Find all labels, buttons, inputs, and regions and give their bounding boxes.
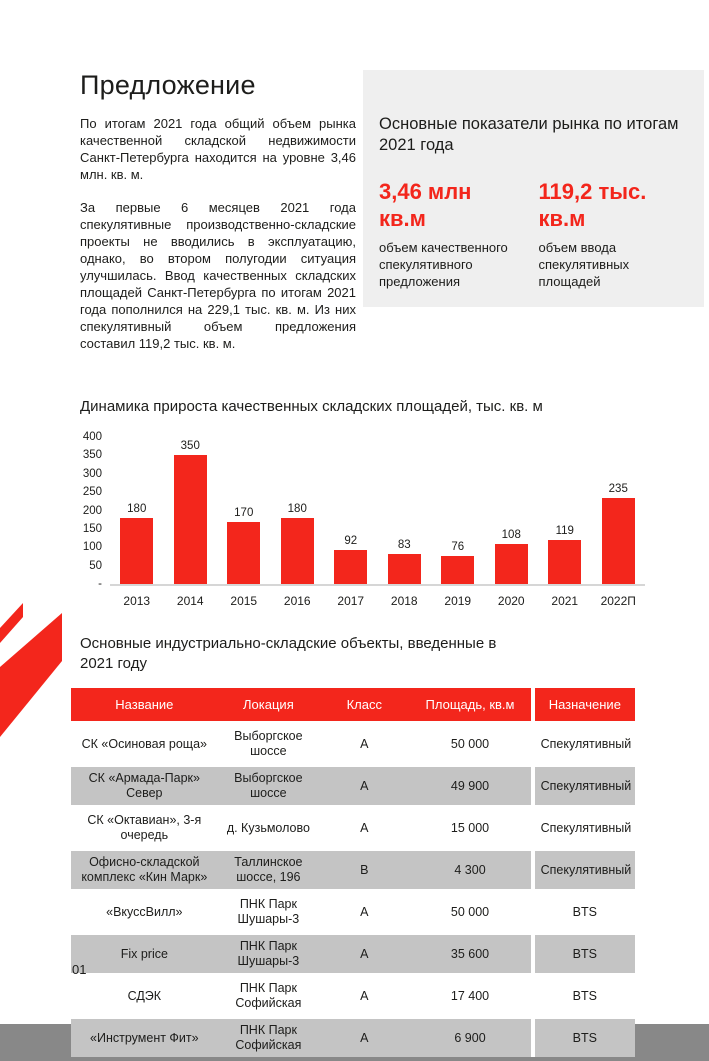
table-cell: 35 600 [409,935,530,973]
table-cell: А [360,988,369,1003]
chart-y-axis [80,431,110,590]
table-cell: BTS [531,935,635,973]
stat-value-number: 119,2 тыс. [538,179,647,204]
column-header: Назначение [531,688,635,721]
x-axis-label: 2021 [551,594,579,608]
table-cell: «Инструмент Фит» [71,1019,218,1057]
bar-chart [80,431,645,590]
table-cell: 4 300 [409,851,530,889]
y-axis-tick: 400 [82,431,102,443]
y-axis-tick: 100 [82,541,102,554]
table-cell: СДЭК [127,988,162,1003]
column-header: Класс [319,688,409,721]
x-axis-label: 2018 [390,594,418,608]
bar-slot [324,535,378,584]
x-axis-label: 2014 [176,594,204,608]
table-row [71,893,635,931]
table-cell: Таллинское шоссе, 196 [218,851,320,889]
objects-table [71,684,635,1061]
column-header: Локация [218,688,320,721]
bar-value-label: 180 [127,502,147,515]
bar [441,556,474,584]
stat-value [379,178,527,232]
y-axis-tick: 350 [82,449,102,462]
x-axis-label: 2020 [497,594,525,608]
column-header: Площадь, кв.м [409,688,530,721]
stat-value [539,178,687,232]
table-cell: СК «Армада-Парк» Север [71,767,218,805]
table-row [71,767,635,805]
bar-value-label: 83 [397,538,411,551]
table-cell: 50 000 [450,904,490,919]
bar-value-label: 76 [451,541,465,554]
table-cell: 15 000 [450,820,490,835]
bar [388,554,421,585]
table-cell: Спекулятивный [531,725,635,763]
table-cell: д. Кузьмолово [226,820,310,835]
objects-table-section [80,634,655,1061]
bar-value-label: 92 [344,535,358,548]
bar-slot [485,529,539,584]
table-cell: ПНК Парк Шушары-3 [218,935,320,973]
y-axis-tick: 200 [82,504,102,517]
x-axis-label: 2019 [444,594,472,608]
table-title: Основные индустриально-складские объекты, введенные в 2021 году [80,635,497,672]
y-axis-tick: 250 [82,486,102,499]
table-body [71,725,635,1057]
stat-value-number: 3,46 млн [379,179,472,204]
bar-slot [378,539,432,585]
table-cell: 6 900 [409,1019,530,1057]
table-cell: СК «Октавиан», 3-я очередь [87,813,202,842]
table-cell: Спекулятивный [531,767,635,805]
y-axis-tick: 300 [82,467,102,480]
chart-title: Динамика прироста качественных складских площадей, тыс. кв. м [80,398,543,415]
table-cell: 49 900 [409,767,530,805]
x-axis-label: 2022П [600,594,636,608]
table-cell: А [319,935,409,973]
table-cell: А [319,767,409,805]
table-cell: А [319,1019,409,1057]
bar-value-label: 180 [287,502,307,515]
x-axis-label: 2015 [230,594,258,608]
indicators-stats [379,178,686,290]
page-title: Предложение [80,70,256,100]
table-row [71,851,635,889]
table-cell: 50 000 [450,736,490,751]
bar [334,550,367,584]
bar [120,518,153,584]
bar-slot [538,525,592,584]
chart-plot-area [110,437,645,586]
table-cell: ПНК Парк Софийская [235,981,302,1010]
bar-value-label: 235 [608,482,628,495]
x-axis-label: 2013 [123,594,151,608]
bar-slot [431,541,485,584]
stat-new-supply [539,178,687,290]
bar-slot [217,507,271,584]
supply-paragraph: По итогам 2021 года общий объем рынка качественной складской недвижимости Санкт-Петербурга находится на уровне 3,46 млн. кв. м. [80,116,356,182]
bar-slot [271,503,325,584]
key-indicators-box [363,70,704,307]
table-cell: СК «Осиновая роща» [81,736,207,751]
table-cell: Офисно-складской комплекс «Кин Марк» [71,851,218,889]
y-axis-tick: 50 [89,559,102,572]
supply-paragraph: За первые 6 месяцев 2021 года спекулятивные производственно-складские проекты не вводились в эксплуатацию, однако, во втором полугодии ситуация улучшилась. Ввод качественных складских площадей Санкт-Петербурга по итогам 2021 года пополнился на 229,1 тыс. кв. м. Из них спекулятивный объем предложения составил 119,2 тыс. кв. м. [80,200,356,351]
bar [548,540,581,584]
table-row [71,1019,635,1057]
table-cell: ПНК Парк Софийская [218,1019,320,1057]
page-number: 01 [72,962,87,977]
x-axis-label: 2017 [337,594,365,608]
bar-value-label: 170 [234,506,254,519]
bar [495,544,528,584]
hero-row [0,0,709,368]
bar [227,522,260,584]
table-cell: А [360,820,369,835]
bar-slot [110,503,164,584]
table-cell: BTS [531,893,635,931]
table-cell: Выборгское шоссе [234,729,303,758]
table-row [71,977,635,1015]
table-cell: Fix price [71,935,218,973]
stat-value-unit: кв.м [538,206,586,231]
x-axis-label: 2016 [283,594,311,608]
bar [281,518,314,584]
stat-speculative-supply [379,178,527,290]
table-cell: В [319,851,409,889]
table-cell: «ВкуссВилл» [106,904,183,919]
y-axis-tick: 150 [82,522,102,535]
supply-text-column [80,70,356,368]
stat-value-unit: кв.м [379,206,426,231]
table-cell: Спекулятивный [531,809,635,847]
table-cell: BTS [531,977,635,1015]
stat-label: объем ввода спекулятивных площадей [538,240,630,289]
table-cell: Спекулятивный [531,851,635,889]
column-header: Название [71,688,218,721]
chart-x-axis [110,586,645,608]
table-row [71,725,635,763]
bar-value-label: 108 [501,529,521,542]
table-cell: 17 400 [450,988,490,1003]
bar-slot [592,483,646,584]
bar-value-label: 119 [555,525,574,538]
table-row [71,935,635,973]
indicators-heading: Основные показатели рынка по итогам 2021 года [379,115,679,154]
table-cell: BTS [531,1019,635,1057]
bar-slot [164,440,218,584]
table-cell: А [360,904,369,919]
table-cell: ПНК Парк Шушары-3 [237,897,300,926]
table-header-row [71,688,635,721]
bar [174,455,207,584]
y-axis-tick: - [98,578,102,590]
table-cell: Выборгское шоссе [218,767,320,805]
red-stripes-decoration [0,585,68,745]
stat-label: объем качественного спекулятивного предложения [379,240,508,289]
table-row [71,809,635,847]
bar-value-label: 350 [180,440,200,453]
table-cell: А [360,736,369,751]
bar [602,498,635,584]
dynamics-chart-section [80,398,645,608]
